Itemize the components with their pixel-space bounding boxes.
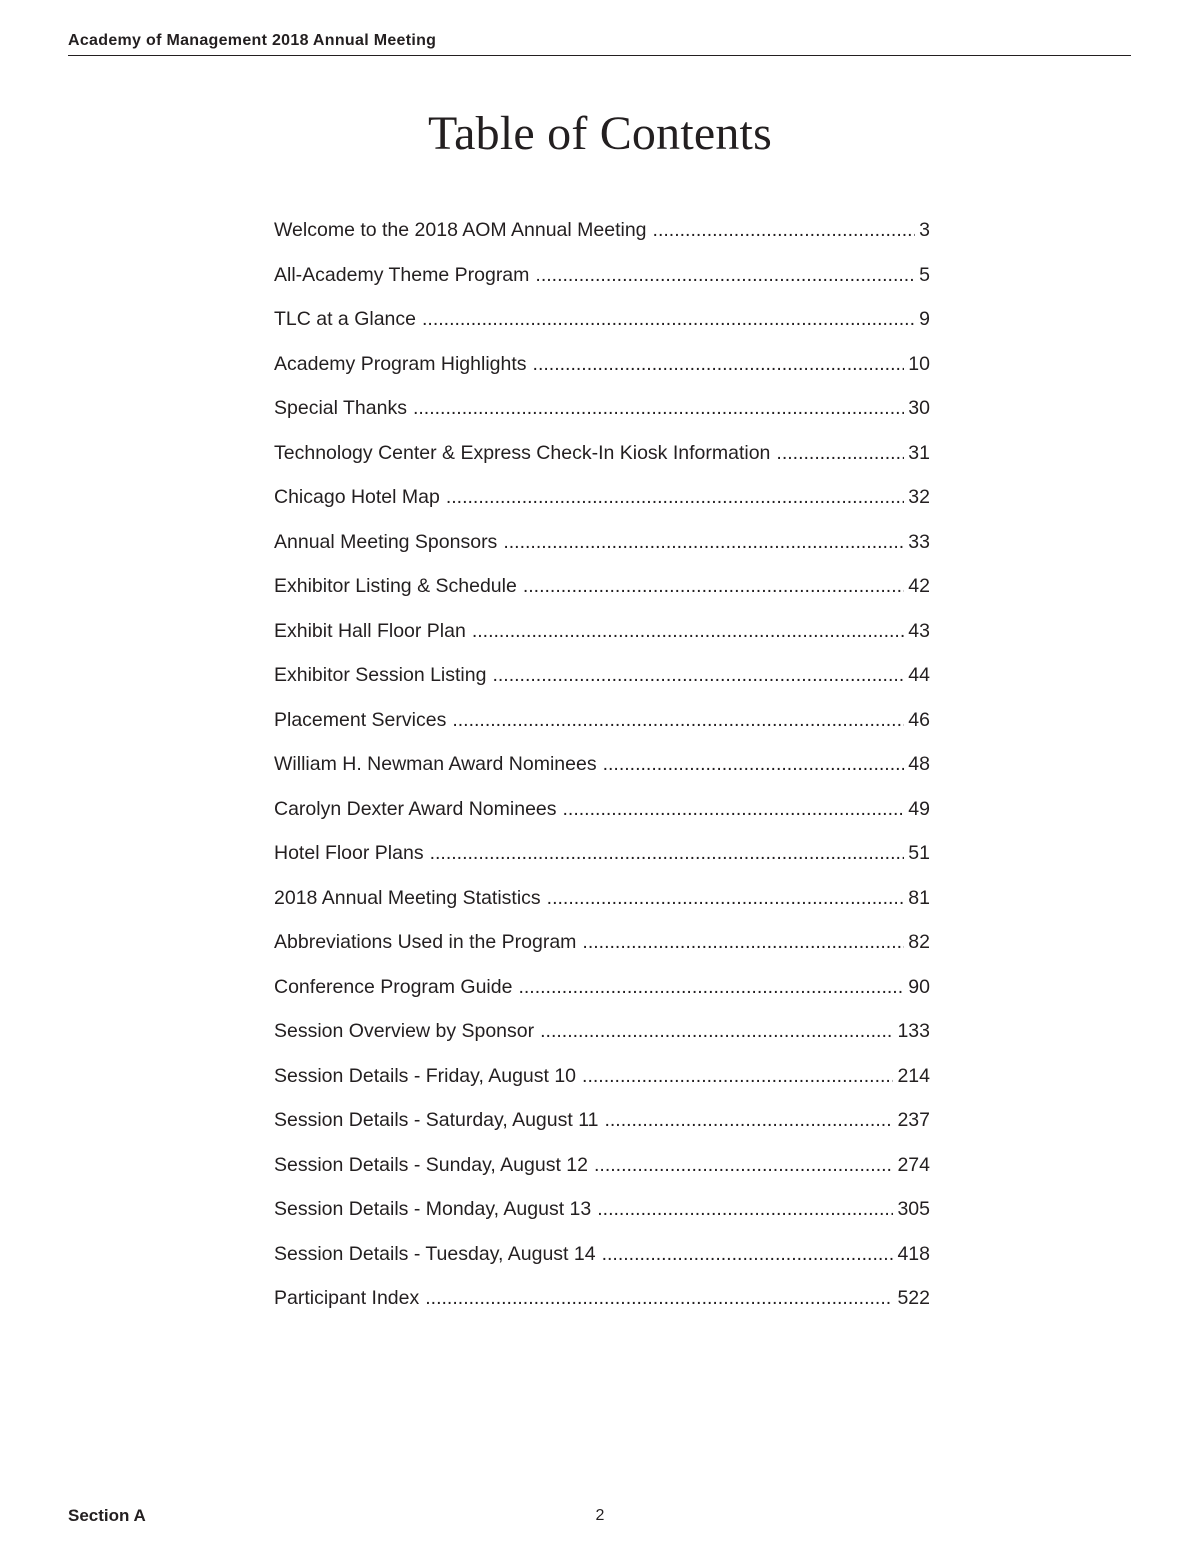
toc-entry-page: 48 xyxy=(908,753,930,775)
toc-dot-leader xyxy=(604,1106,893,1134)
toc-entry-page: 418 xyxy=(897,1242,930,1265)
toc-entry[interactable] xyxy=(274,1195,930,1240)
toc-dot-leader xyxy=(653,216,916,244)
toc-dot-leader xyxy=(472,617,904,645)
toc-entry-label: Session Details - Saturday, August 11 xyxy=(274,1109,599,1131)
toc-entry-label: William H. Newman Award Nominees xyxy=(274,753,597,775)
toc-entry[interactable] xyxy=(274,1062,930,1107)
toc-entry-page: 9 xyxy=(919,308,930,330)
toc-entry[interactable] xyxy=(274,928,930,973)
toc-entry[interactable] xyxy=(274,839,930,884)
toc-dot-leader xyxy=(597,1195,893,1223)
toc-entry-page: 44 xyxy=(908,664,930,686)
toc-entry-page: 33 xyxy=(908,530,930,553)
toc-entry-page: 30 xyxy=(908,397,930,419)
toc-entry-label: Session Details - Sunday, August 12 xyxy=(274,1153,588,1176)
toc-entry-label: Session Details - Tuesday, August 14 xyxy=(274,1242,596,1265)
toc-dot-leader xyxy=(533,350,905,378)
toc-entry[interactable] xyxy=(274,1017,930,1062)
toc-entry-page: 274 xyxy=(897,1153,930,1176)
toc-entry[interactable] xyxy=(274,305,930,350)
toc-entry[interactable] xyxy=(274,661,930,706)
toc-entry[interactable] xyxy=(274,1240,930,1285)
toc-entry-label: Exhibitor Session Listing xyxy=(274,664,487,686)
toc-entry[interactable] xyxy=(274,572,930,617)
toc-entry-label: Annual Meeting Sponsors xyxy=(274,530,498,553)
toc-entry[interactable] xyxy=(274,350,930,395)
toc-entry[interactable] xyxy=(274,439,930,484)
toc-entry-label: Placement Services xyxy=(274,708,447,731)
toc-dot-leader xyxy=(563,795,905,823)
toc-entry-page: 82 xyxy=(908,931,930,953)
toc-dot-leader xyxy=(422,305,915,333)
toc-dot-leader xyxy=(535,261,915,289)
toc-entry[interactable] xyxy=(274,750,930,795)
table-of-contents xyxy=(274,216,930,1329)
toc-dot-leader xyxy=(503,528,904,556)
toc-dot-leader xyxy=(582,928,904,956)
toc-entry-page: 32 xyxy=(908,486,930,508)
toc-dot-leader xyxy=(452,706,904,734)
toc-entry-page: 3 xyxy=(919,219,930,241)
toc-dot-leader xyxy=(413,394,904,422)
toc-entry-label: Technology Center & Express Check-In Kiosk Information xyxy=(274,441,771,464)
toc-entry[interactable] xyxy=(274,795,930,840)
toc-entry-page: 305 xyxy=(897,1198,930,1220)
toc-entry-label: TLC at a Glance xyxy=(274,308,416,330)
toc-dot-leader xyxy=(523,572,904,600)
toc-entry-label: Exhibit Hall Floor Plan xyxy=(274,619,466,642)
toc-dot-leader xyxy=(582,1062,893,1090)
toc-entry[interactable] xyxy=(274,617,930,662)
toc-entry-label: All-Academy Theme Program xyxy=(274,263,530,286)
toc-entry-label: Session Details - Friday, August 10 xyxy=(274,1064,577,1087)
toc-entry-page: 522 xyxy=(897,1287,930,1309)
toc-entry[interactable] xyxy=(274,884,930,929)
footer-page-number: 2 xyxy=(595,1507,605,1524)
toc-dot-leader xyxy=(430,839,905,867)
toc-dot-leader xyxy=(547,884,905,912)
toc-dot-leader xyxy=(603,750,905,778)
toc-entry-page: 133 xyxy=(897,1020,930,1042)
toc-entry[interactable] xyxy=(274,1106,930,1151)
toc-entry[interactable] xyxy=(274,973,930,1018)
toc-entry-page: 214 xyxy=(897,1064,930,1087)
toc-entry-label: Carolyn Dexter Award Nominees xyxy=(274,797,557,820)
toc-entry-label: Chicago Hotel Map xyxy=(274,486,440,508)
toc-dot-leader xyxy=(594,1151,893,1179)
toc-dot-leader xyxy=(776,439,904,467)
toc-entry[interactable] xyxy=(274,216,930,261)
toc-entry-label: Welcome to the 2018 AOM Annual Meeting xyxy=(274,219,647,241)
toc-entry-page: 42 xyxy=(908,575,930,597)
footer-section-label: Section A xyxy=(68,1506,146,1525)
toc-dot-leader xyxy=(518,973,904,1001)
toc-entry-label: Session Overview by Sponsor xyxy=(274,1020,535,1042)
toc-entry-page: 10 xyxy=(908,352,930,375)
toc-entry[interactable] xyxy=(274,1151,930,1196)
toc-entry-label: Academy Program Highlights xyxy=(274,352,527,375)
toc-dot-leader xyxy=(492,661,904,689)
toc-entry-page: 5 xyxy=(919,263,930,286)
toc-dot-leader xyxy=(446,483,904,511)
toc-dot-leader xyxy=(602,1240,894,1268)
toc-entry-label: Exhibitor Listing & Schedule xyxy=(274,575,517,597)
toc-entry[interactable] xyxy=(274,528,930,573)
toc-entry-label: Special Thanks xyxy=(274,397,407,419)
page-title: Table of Contents xyxy=(428,107,772,160)
toc-entry[interactable] xyxy=(274,394,930,439)
toc-entry-label: Session Details - Monday, August 13 xyxy=(274,1198,592,1220)
toc-entry-page: 43 xyxy=(908,619,930,642)
toc-entry-page: 31 xyxy=(908,441,930,464)
toc-entry[interactable] xyxy=(274,483,930,528)
toc-entry[interactable] xyxy=(274,706,930,751)
toc-entry-label: Participant Index xyxy=(274,1287,420,1309)
toc-entry[interactable] xyxy=(274,1284,930,1329)
toc-entry-page: 237 xyxy=(897,1109,930,1131)
toc-entry-page: 51 xyxy=(908,842,930,864)
toc-entry-label: Abbreviations Used in the Program xyxy=(274,931,577,953)
toc-dot-leader xyxy=(425,1284,893,1312)
running-header xyxy=(68,31,1131,56)
toc-entry-page: 81 xyxy=(908,886,930,909)
toc-entry[interactable] xyxy=(274,261,930,306)
toc-entry-page: 46 xyxy=(908,708,930,731)
toc-entry-page: 90 xyxy=(908,975,930,998)
toc-entry-label: 2018 Annual Meeting Statistics xyxy=(274,886,541,909)
toc-entry-label: Conference Program Guide xyxy=(274,975,513,998)
toc-entry-label: Hotel Floor Plans xyxy=(274,842,424,864)
running-header-title: Academy of Management 2018 Annual Meeting xyxy=(68,32,437,49)
toc-entry-page: 49 xyxy=(908,797,930,820)
toc-dot-leader xyxy=(540,1017,893,1045)
